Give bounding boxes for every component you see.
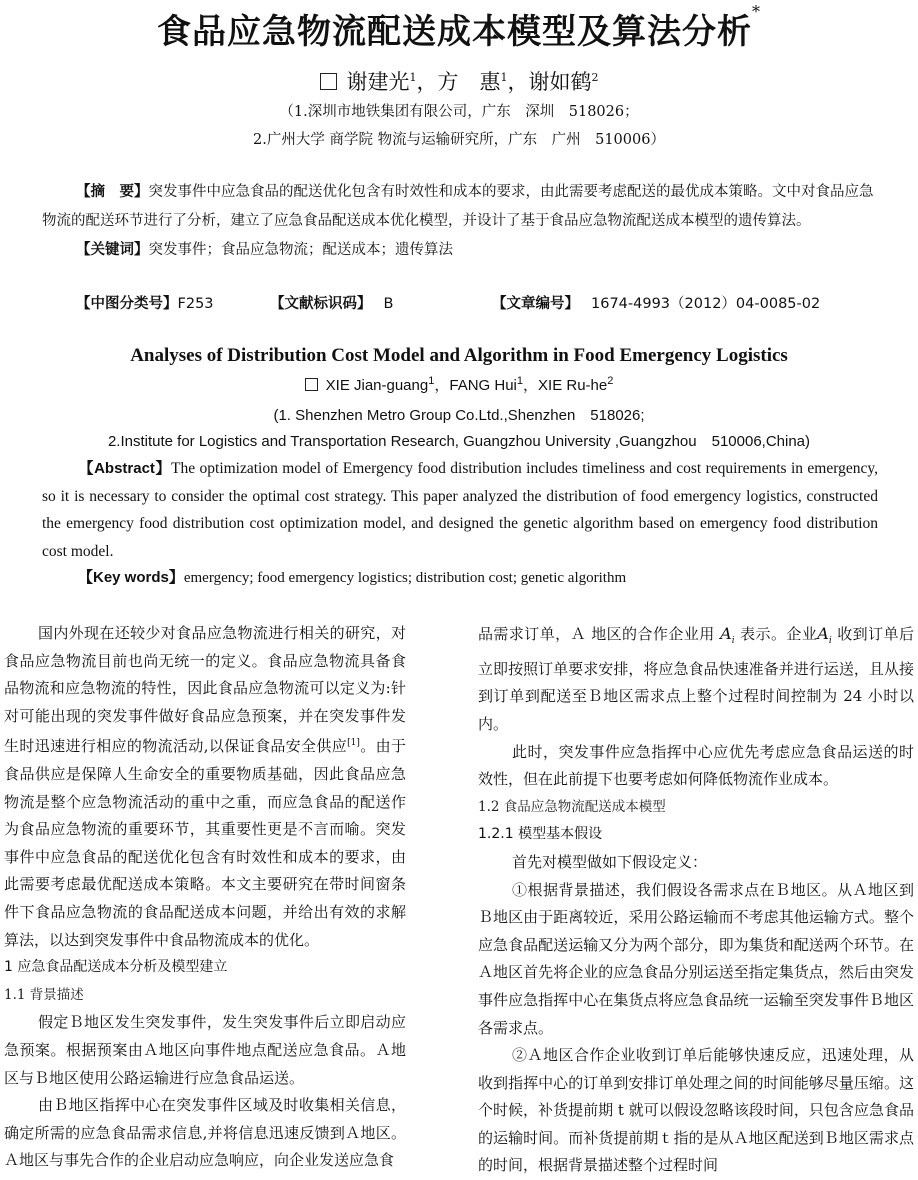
section-heading-1-1: 1.1 背景描述 bbox=[4, 986, 84, 1003]
authors-cn: 谢建光$^1$，方 惠$^1$，谢如鹤$^2$ bbox=[0, 66, 918, 96]
affiliation-en-1: (1. Shenzhen Metro Group Co.Ltd.,Shenzhen 518026; bbox=[273, 407, 645, 424]
body-right-column bbox=[478, 620, 914, 1180]
abstract-en bbox=[42, 455, 878, 565]
english-title: Analyses of Distribution Cost Model and Algorithm in Food Emergency Logistics bbox=[130, 345, 788, 366]
affiliation-cn-1: （1.深圳市地铁集团有限公司，广东 深圳 518026； bbox=[279, 104, 639, 120]
document-code: 【文献标识码】 B bbox=[270, 296, 394, 312]
abstract-cn-label: 【摘 要】 bbox=[76, 184, 149, 200]
author-cn-2: 方 惠 bbox=[437, 70, 501, 94]
abstract-en-label: 【Abstract】 bbox=[78, 460, 171, 477]
citation-ref: [1] bbox=[347, 738, 360, 749]
square-marker-icon bbox=[320, 73, 337, 90]
authors-en: XIE Jian-guang$^1$，FANG Hui$^1$，XIE $Ru-he^2$ bbox=[0, 374, 918, 395]
section-heading-1-2: 1.2 食品应急物流配送成本模型 bbox=[478, 798, 666, 815]
assumption-intro: 首先对模型做如下假设定义： bbox=[512, 852, 708, 871]
abstract-en-text: The optimization model of Emergency food distribution includes timeliness and cost requirements in emergency, so it is necessary to consider the optimal cost strategy. This paper analyzed the distribution of food emergency logistics, constructed the emergency food distribution cost optimization model, and designed the genetic algorithm based on emergency food distribution cost model. bbox=[42, 460, 879, 560]
paper-title: 食品应急物流配送成本模型及算法分析* bbox=[157, 2, 761, 52]
abstract-cn-text: 突发事件中应急食品的配送优化包含有时效性和成本的要求，由此需要考虑配送的最优成本策略。文中对食品应急物流的配送环节进行了分析，建立了应急食品配送成本优化模型，并设计了基于食品应急物流配送成本模型的遗传算法。 bbox=[42, 184, 874, 229]
affiliation-cn-2: 2.广州大学 商学院 物流与运输研究所，广东 广州 510006） bbox=[253, 132, 665, 148]
priority-paragraph: 此时，突发事件应急指挥中心应优先考虑应急食品运送的时效性，但在此前提下也要考虑如何降低物流作业成本。 bbox=[478, 742, 914, 789]
assumption-2: ②Ａ地区合作企业收到订单后能够快速反应，迅速处理，从收到指挥中心的订单到安排订单处理之间的时间能够尽量压缩。这个时候，补货提前期 t 就可以假设忽略该段时间，只包含应急食品的运输时间。而补货提前期ｔ指的是从Ａ地区配送到Ｂ地区需求点的时间，根据背景描述整个过程时间 bbox=[478, 1046, 914, 1175]
square-marker-icon bbox=[305, 378, 318, 391]
background-paragraph-2: 由Ｂ地区指挥中心在突发事件区域及时收集相关信息，确定所需的应急食品需求信息,并将信息迅速反馈到Ａ地区。Ａ地区与事先合作的企业启动应急响应，向企业发送应急食 bbox=[4, 1096, 406, 1170]
title-footnote-mark: * bbox=[752, 2, 761, 21]
author-cn-1: 谢建光 bbox=[346, 70, 410, 94]
affiliation-en-2: 2.Institute for Logistics and Transportation Research, Guangzhou University ,Guangzhou 510006,China) bbox=[107, 433, 811, 450]
body-left-column bbox=[4, 620, 406, 1175]
keywords-en: 【Key words】emergency; food emergency logistics; distribution cost; genetic algorithm bbox=[78, 569, 627, 586]
author-cn-3: 谢如鹤 bbox=[528, 70, 592, 94]
intro-paragraph: 国内外现在还较少对食品应急物流进行相关的研究，对食品应急物流目前也尚无统一的定义。食品应急物流具备食品物流和应急物流的特性，因此食品应急物流可以定义为:针对可能出现的突发事件做好食品应急预案，并在突发事件发生时迅速进行相应的物流活动,以保证食品安全供应[1]。由于食品供应是保障人生命安全的重要物质基础，因此食品应急物流是整个应急物流活动的重中之重，而应急食品的配送作为食品应急物流的重要环节，其重要性更是不言而喻。突发事件中应急食品的配送优化包含有时效性和成本的要求，由此需要考虑最优配送成本策略。本文主要研究在带时间窗条件下食品应急物流的食品配送成本问题，并给出有效的求解算法，以达到突发事件中食品物流成本的优化。 bbox=[4, 624, 406, 949]
abstract-cn bbox=[42, 178, 878, 265]
assumption-1: ①根据背景描述，我们假设各需求点在Ｂ地区。从Ａ地区到Ｂ地区由于距离较近，采用公路运输而不考虑其他运输方式。整个应急食品配送运输又分为两个部分，即为集货和配送两个环节。在Ａ地区首先将企业的应急食品分别运送至指定集货点，然后由突发事件应急指挥中心在集货点将应急食品统一运输至突发事件Ｂ地区各需求点。 bbox=[478, 880, 914, 1037]
background-paragraph-1: 假定Ｂ地区发生突发事件，发生突发事件后立即启动应急预案。根据预案由Ａ地区向事件地点配送应急食品。Ａ地区与Ｂ地区使用公路运输进行应急食品运送。 bbox=[4, 1013, 406, 1087]
keywords-cn-text: 突发事件；食品应急物流；配送成本；遗传算法 bbox=[148, 242, 453, 258]
section-heading-1: 1 应急食品配送成本分析及模型建立 bbox=[4, 959, 228, 976]
clc-number: 【中图分类号】F253 bbox=[76, 296, 214, 312]
article-number: 【文章编号】 1674-4993（2012）04-0085-02 bbox=[492, 296, 821, 312]
section-heading-1-2-1: 1.2.1 模型基本假设 bbox=[478, 826, 603, 843]
keywords-cn-label: 【关键词】 bbox=[76, 242, 149, 258]
order-paragraph: 品需求订单，Ａ 地区的合作企业用 $A_i$ 表示。企业$A_i$ 收到订单后立即按照订单要求安排，将应急食品快速准备并进行运送，且从接到订单到配送至Ｂ地区需求点上整个过程时间控制为 24 小时以内。 bbox=[478, 624, 914, 733]
